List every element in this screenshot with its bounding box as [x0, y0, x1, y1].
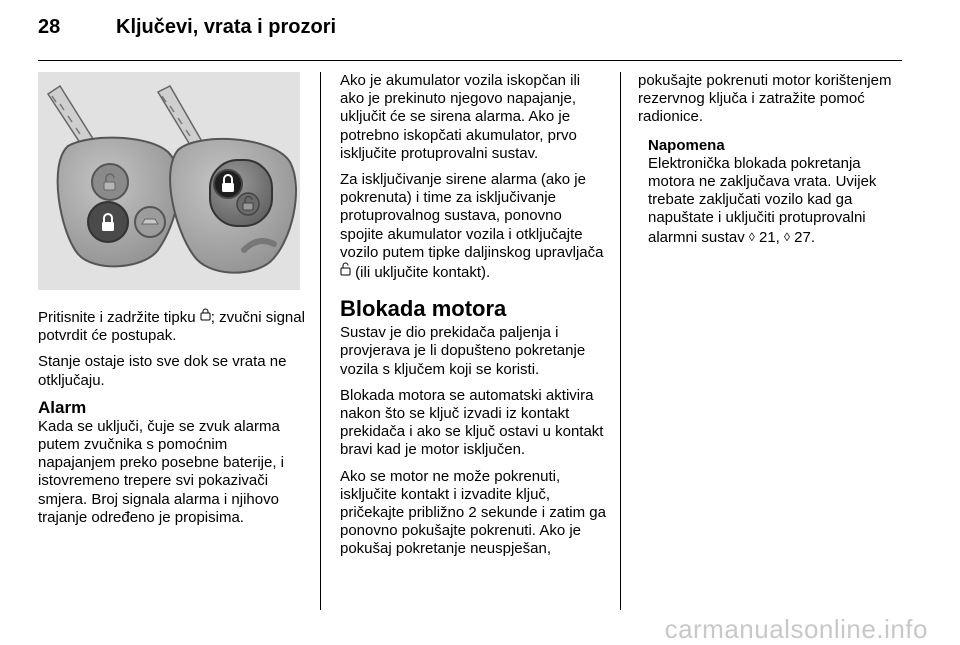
paragraph-immobiliser-2: Blokada motora se automatski aktivira nakon što se ključ izvadi iz kontakt prekidača i ako se ključ ostavi u kontakt bravi kad je motor isključen.: [340, 386, 604, 459]
unlock-icon: [340, 262, 351, 281]
page-ref-27[interactable]: 27: [794, 228, 811, 246]
column-2: [340, 72, 608, 567]
trunk-symbol-left: [142, 219, 158, 224]
key-fob-illustration: [38, 72, 300, 290]
page-reference-icon: ◊: [784, 229, 790, 244]
key-fob-left: [58, 138, 179, 267]
page-number: 28: [38, 16, 61, 38]
watermark: carmanualsonline.info: [664, 614, 928, 644]
key-fob-right: [170, 139, 296, 273]
paragraph-immobiliser-1: Sustav je dio prekidača paljenja i provjerava je li dopušteno pokretanje vozila s ključem koji se koristi.: [340, 324, 586, 378]
paragraph-immobiliser-3: Ako se motor ne može pokrenuti, isključite kontakt i izvadite ključ, pričekajte približno 2 sekunde i zatim ga ponovno pokušajte pokrenuti. Ako je pokušaj pokretanje neuspješan,: [340, 467, 606, 558]
column-divider-2: [620, 72, 621, 610]
column-3: [638, 72, 904, 247]
note-box: [648, 137, 904, 247]
heading-immobiliser: Blokada motora: [340, 296, 507, 322]
page-reference-icon: ◊: [748, 229, 755, 244]
paragraph-siren-off: Za isključivanje sirene alarma (ako je pokrenuta) i time za isključivanje protuprovalnog sustava, ponovno spojite akumulator vozila i otključajte vozilo putem tipke daljinskog upravljača (ili uključite kontakt).: [340, 171, 604, 282]
paragraph-battery: Ako je akumulator vozila iskopčan ili ako je prekinuto njegovo napajanje, uključit će se sirena alarma. Ako je potrebno iskopčati akumulator, prvo isključite protuprovalni sustav.: [340, 72, 581, 162]
heading-alarm: Alarm: [38, 397, 87, 417]
paragraph-spare-key: pokušajte pokrenuti motor korištenjem rezervnog ključa i zatražite pomoć radionice.: [638, 72, 892, 126]
paragraph-state: Stanje ostaje isto sve dok se vrata ne otključaju.: [38, 353, 287, 389]
lock-icon: [200, 308, 211, 326]
note-text: Elektronička blokada pokretanja motora ne zaključava vrata. Uvijek trebate zaključati vozilo kad ga napuštate i uključiti protuprovalni alarmni sustav ◊ 21, ◊ 27.: [648, 154, 877, 246]
key-fob-drawing: [38, 72, 300, 290]
chapter-title: Ključevi, vrata i prozori: [116, 16, 337, 38]
header-rule: [38, 60, 902, 61]
page-ref-21[interactable]: 21: [758, 228, 776, 246]
column-divider-1: [320, 72, 321, 610]
note-title: Napomena: [648, 136, 725, 154]
paragraph-lock-hold: Pritisnite i zadržite tipku ; zvučni signal potvrdit će postupak.: [38, 309, 305, 345]
column-1: [38, 72, 308, 535]
paragraph-alarm: Kada se uključi, čuje se zvuk alarma putem zvučnika s pomoćnim napajanjem preko posebne baterije, i istovremeno trepere svi pokazivači smjera. Broj signala alarma i njihovo trajanje određeno je propisima.: [38, 417, 284, 526]
